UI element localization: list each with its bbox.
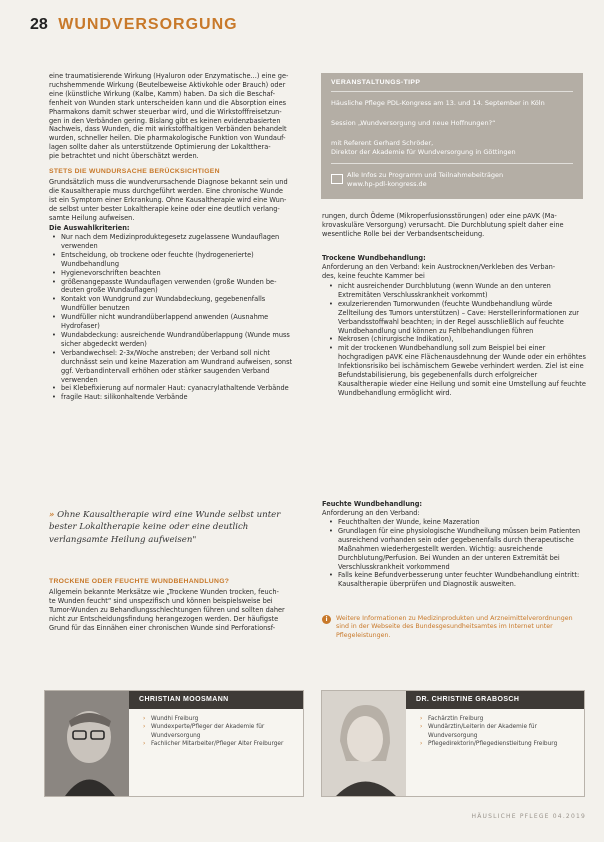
text-line: nicht zur Entscheidungsfindung herangezogen werden. Der häufigste [49,614,279,623]
list-item: • Grundlagen für eine physiologische Wundheilung müssen beim Patienten ausreichend vorhanden sein oder gegebenenfalls durch therapeutische Maßnahmen wiederhergestellt werden. Wichtig: ausreichende Durchblutung/Perfusion. Bei Wunden an der unteren Extremität bei Verschlusskrankheit vorkommend [338,527,588,572]
text-line: Grundsätzlich muss die wundverursachende Diagnose bekannt sein und [49,178,288,186]
section-heading-wound-cause: STETS DIE WUNDURSACHE BERÜCKSICHTIGEN [49,168,220,175]
text-line: ist ein Symptom einer Erkrankung. Ohne Kausaltherapie wird eine Wun- [49,195,287,204]
list-item: • Wundfüller nicht wundrandüberlappend anwenden (Ausnahme Hydrofaser) [61,313,299,331]
list-item: • nicht ausreichender Durchblutung (wenn Wunde an den unteren Extremitäten Verschlusskrankheit vorkommt) [338,282,588,300]
author-photo [322,691,406,796]
text-line: rungen, durch Ödeme (Mikroperfusionsstörungen) oder eine pAVK (Ma- [322,212,557,220]
list-item: › Wundärztin/Leiterin der Akademie für Wundversorgung [428,723,584,740]
divider [331,163,573,164]
section-title: WUNDVERSORGUNG [58,16,238,33]
wet-treatment-heading: Feuchte Wundbehandlung: [322,500,423,508]
text-line: wesentliche Rolle bei der Verbandsentscheidung. [322,229,485,238]
dry-treatment-list [326,282,588,398]
text-line: Tumor-Wunden zu Behandlungsschlechtungen führen und sollten daher [49,605,285,614]
list-item: • Nekrosen (chirurgische Indikation), [338,335,588,344]
text-line: Grund für das Einnähen einer chronischen Wunde sind Perforationsf- [49,623,276,632]
author-card-moosmann [44,690,304,797]
event-tip-box [321,73,583,199]
text-line: fenheit von Wunden stark unterscheiden kann und die Absorption eines [49,98,287,107]
list-item: • Wundabdeckung: ausreichende Wundrandüberlappung (Wunde muss sicher abgedeckt werden) [61,331,299,349]
text-line: eine (künstliche Wirkung (Kalbe, Kamm) haben. Da sich die Beschaf- [49,89,276,98]
criteria-title: Die Auswahlkriterien: [49,224,130,232]
author-photo [45,691,129,796]
divider [331,91,573,92]
author-name: CHRISTIAN MOOSMANN [129,691,303,709]
quote-text: Ohne Kausaltherapie wird eine Wunde selbst unter bester Lokaltherapie keine oder eine deutlich verlangsamte Heilung aufweisen" [49,510,281,545]
text-line: de selbst unter bester Lokaltherapie keine oder eine deutlich verlang- [49,204,280,213]
dry-treatment-intro [322,263,580,281]
list-item: › Fachärztin Freiburg [428,715,584,723]
text-line: samte Heilung aufweisen. [49,213,135,222]
list-item: • Entscheidung, ob trockene oder feuchte (hydrogenerierte) Wundbehandlung [61,251,299,269]
criteria-list [49,233,299,402]
text-line: Pharmakons damit schwer steuerbar wird, und die Wirkstofffreisetzun- [49,107,282,116]
list-item: › Wundexperte/Pfleger der Akademie für Wundversorgung [151,723,303,740]
event-speaker-role: Direktor der Akademie für Wundversorgung in Göttingen [331,148,516,156]
list-item: › Fachlicher Mitarbeiter/Pfleger Alter Freiburger [151,740,303,748]
dry-or-wet-paragraph [49,588,299,633]
list-item: › Wundhi Freiburg [151,715,303,723]
text-line: des, keine feuchte Kammer bei [322,271,425,280]
list-item: • Verbandwechsel: 2-3x/Woche anstreben; der Verband soll nicht durchnässt sein und keine Mazeration am Wundrand aufweisen, sonst ggf. Verbandintervall erhöhen oder stärker saugenden Verband verwenden [61,349,299,385]
list-item: • Kontakt von Wundgrund zur Wundabdeckung, gegebenenfalls Wundfüller benutzen [61,295,299,313]
text-line: ruchshemmende Wirkung (Beutelbeweise Aktivkohle oder Brauch) oder [49,80,286,89]
list-item: › Pflegedirektorin/Pflegedienstleitung Freiburg [428,740,584,748]
text-line: krovaskuläre Versorgung) verursacht. Die Durchblutung spielt daher eine [322,220,564,229]
text-line: pie betrachtet und nicht überschätzt werden. [49,152,199,161]
list-item: • Falls keine Befundverbesserung unter feuchter Wundbehandlung eintritt: Kausaltherapie überprüfen und Diagnostik ausweiten. [338,571,588,589]
text-line: die Kausaltherapie muss durchgeführt werden. Eine chronische Wunde [49,186,283,195]
right-intro-paragraph [322,212,580,239]
author-card-grabosch [321,690,585,797]
page-header [30,16,238,34]
list-item: • fragile Haut: silikonhaltende Verbände [61,393,299,402]
text-line: wurden, schneller heilen. Die pharmakologische Funktion von Wundauf- [49,134,286,143]
info-note [322,615,580,640]
info-note-text: Weitere Informationen zu Medizinprodukten und Arzneimittelverordnungen sind in der Webseite des Bundesgesundheitsamtes im Internet unter Pflegeleistungen. [336,615,573,639]
text-line: te Wunden feucht“ sind unspezifisch und können beispielsweise bei [49,596,273,605]
list-item: • Hygienevorschriften beachten [61,269,299,278]
author-details [418,715,584,749]
list-item: • größenangepasste Wundauflagen verwenden (große Wunden be- deuten große Wundauflagen) [61,278,299,296]
wet-treatment-list [326,518,588,589]
list-item: • exulzerierenden Tumorwunden (feuchte Wundbehandlung würde Zellteilung des Tumors unterstützen) – Cave: Herstellerinformationen zur Verbandsstoffwahl beachten; in der Regel ausschließlich auf feuchte Wundbehandlung und können zu Fehlbehandlungen führen [338,300,588,336]
text-line: Allgemein bekannte Merksätze wie „Trockene Wunden trocken, feuch- [49,588,279,596]
event-congress: Häusliche Pflege PDL-Kongress am 13. und 14. September in Köln [331,99,545,107]
event-tip-title: VERANSTALTUNGS-TIPP [331,79,421,86]
event-session: Session „Wundversorgung und neue Hoffnungen?“ [331,119,496,127]
text-line: lagen sollte daher als unterstützende Optimierung der Lokaltthera- [49,143,271,152]
author-name: DR. CHRISTINE GRABOSCH [406,691,584,709]
footer-text: HÄUSLICHE PFLEGE 04.2019 [471,813,586,820]
author-details [141,715,303,749]
info-icon: i [322,615,331,624]
text-line: Nachweis, dass Wunden, die mit wirkstoffhaltigen Verbänden behandelt [49,125,287,134]
dry-treatment-heading: Trockene Wundbehandlung: [322,254,426,262]
event-speaker: mit Referent Gerhard Schröder, [331,139,434,147]
monitor-icon [331,174,343,184]
quote-mark: » [49,510,55,520]
text-line: gen in den Verbänden gering. Bislang gibt es keinen evidenzbasierten [49,116,281,125]
list-item: • mit der trockenen Wundbehandlung soll zum Beispiel bei einer hochgradigen pAVK eine Flächenausdehnung der Wunde oder ein erhöhtes Infektionsrisiko bei ischämischem Gewebe verhindert werden. Ziel ist eine Befundstabilisierung, bis gegebenenfalls durch erfolgreicher Kausaltherapie wieder eine Heilung und somit eine Umstellung auf feuchte Wundbehandlung ermöglicht wird. [338,344,588,397]
page-number: 28 [30,16,48,33]
section-heading-dry-or-wet: TROCKENE ODER FEUCHTE WUNDBEHANDLUNG? [49,578,230,585]
list-item: • Nur nach dem Medizinproduktegesetz zugelassene Wundauflagen verwenden [61,233,299,251]
list-item: • bei Klebefixierung auf normaler Haut: cyanacrylathaltende Verbände [61,384,299,393]
pull-quote [49,509,295,546]
wet-treatment-intro: Anforderung an den Verband: [322,509,420,517]
event-info-label: Alle Infos zu Programm und Teilnahmebeiträgen [347,171,504,179]
event-link[interactable]: www.hp-pdl-kongress.de [347,180,427,188]
text-line: eine traumatisierende Wirkung (Hyaluron oder Enzymatische...) eine ge- [49,72,289,80]
list-item: • Feuchthalten der Wunde, keine Mazeration [338,518,588,527]
intro-paragraph [49,72,299,161]
text-line: Anforderung an den Verband: kein Austrocknen/Verkleben des Verban- [322,263,556,271]
wound-cause-paragraph [49,178,299,223]
